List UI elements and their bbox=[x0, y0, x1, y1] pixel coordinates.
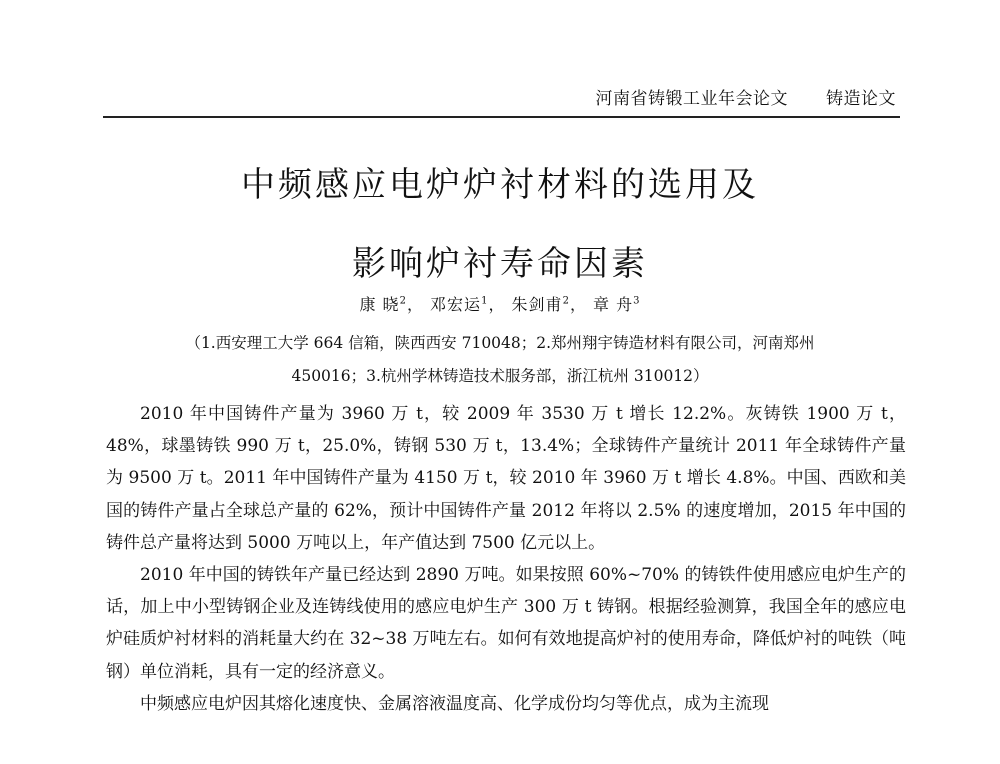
author-name: 康 晓 bbox=[359, 295, 400, 314]
author-list bbox=[0, 292, 1000, 315]
author-affiliation-mark: 1 bbox=[481, 295, 489, 307]
affiliation-line-2: 450016；3.杭州学林铸造技术服务部，浙江杭州 310012） bbox=[291, 367, 709, 385]
title-line-2: 影响炉衬寿命因素 bbox=[352, 244, 648, 284]
author-name: 朱剑甫 bbox=[511, 295, 563, 314]
journal-name: 河南省铸锻工业年会论文 bbox=[595, 89, 788, 109]
author-separator: ， bbox=[406, 295, 424, 314]
author-separator: ， bbox=[569, 295, 587, 314]
author-name: 邓宏运 bbox=[430, 295, 482, 314]
paragraph: 2010 年中国的铸铁年产量已经达到 2890 万吨。如果按照 60%~70% 的铸铁件使用感应电炉生产的话，加上中小型铸钢企业及连铸线使用的感应电炉生产 300 万 t 铸钢。根据经验测算，我国全年的感应电炉硅质炉衬材料的消耗量大约在 32~38 万吨左右。如何有效地提高炉衬的使用寿命，降低炉衬的吨铁（吨钢）单位消耗，具有一定的经济意义。 bbox=[106, 565, 906, 682]
paragraph: 2010 年中国铸件产量为 3960 万 t，较 2009 年 3530 万 t 增长 12.2%。灰铸铁 1900 万 t，48%，球墨铸铁 990 万 t，25.0%，铸钢 530 万 t，13.4%；全球铸件产量统计 2011 年全球铸件产量为 9500 万 t。2011 年中国铸件产量为 4150 万 t，较 2010 年 3960 万 t 增长 4.8%。中国、西欧和美国的铸件产量占全球总产量的 62%，预计中国铸件产量 2012 年将以 2.5% 的速度增加，2015 年中国的铸件总产量将达到 5000 万吨以上，年产值达到 7500 亿元以上。 bbox=[106, 404, 906, 553]
paragraph: 中频感应电炉因其熔化速度快、金属溶液温度高、化学成份均匀等优点，成为主流现 bbox=[140, 693, 769, 714]
running-header bbox=[596, 84, 897, 109]
header-rule bbox=[103, 116, 900, 118]
title-line-1: 中频感应电炉炉衬材料的选用及 bbox=[241, 165, 759, 205]
author-separator: ， bbox=[488, 295, 506, 314]
author-affiliation-mark: 3 bbox=[633, 295, 641, 307]
author-affiliation-mark: 2 bbox=[399, 295, 407, 307]
author-name: 章 舟 bbox=[593, 295, 634, 314]
body-text bbox=[106, 398, 906, 720]
affiliation-line-1: （1.西安理工大学 664 信箱，陕西西安 710048；2.郑州翔宇铸造材料有限公司，河南郑州 bbox=[185, 334, 815, 352]
author-affiliation-mark: 2 bbox=[562, 295, 570, 307]
section-name: 铸造论文 bbox=[826, 89, 896, 109]
